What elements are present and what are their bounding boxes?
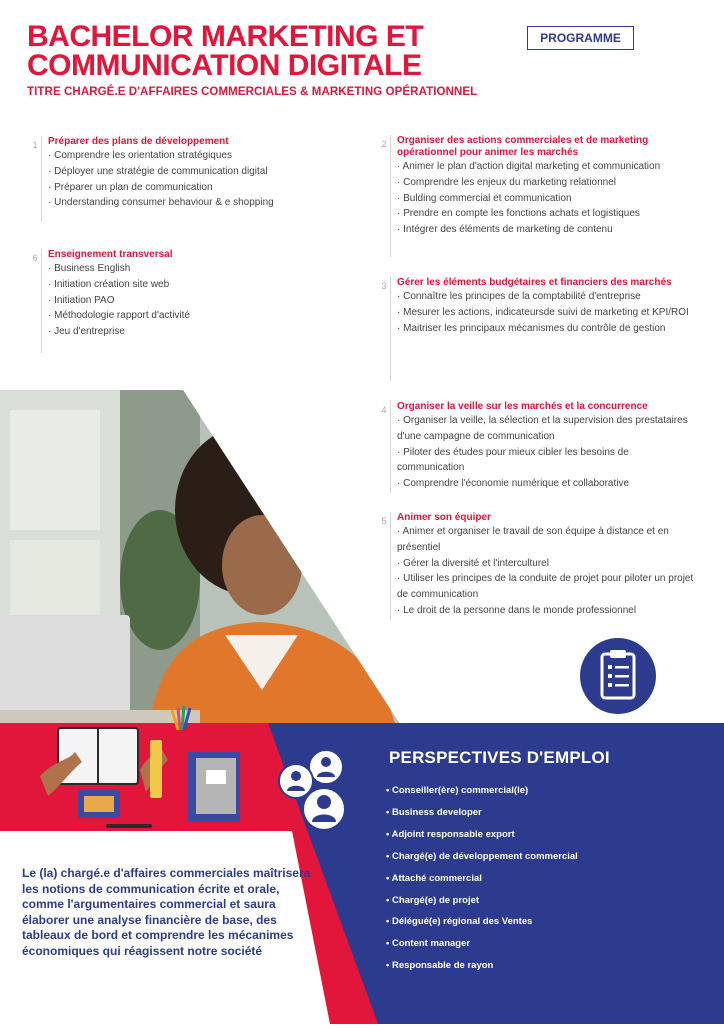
module-number: 2 xyxy=(381,139,387,149)
job-item: • Chargé(e) de développement commercial xyxy=(386,850,578,862)
module-item: · Préparer un plan de communication xyxy=(48,181,213,193)
module-5 xyxy=(377,512,697,620)
module-title: Organiser la veille sur les marchés et la concurrence xyxy=(397,401,648,412)
module-item: · Comprendre les orientation stratégiques xyxy=(48,150,232,161)
module-number: 1 xyxy=(32,140,38,150)
page-subtitle: TITRE CHARGÉ.E D'AFFAIRES COMMERCIALES & MARKETING OPÉRATIONNEL xyxy=(27,86,478,98)
module-item: · Maitriser les principaux mécanismes du contrôle de gestion xyxy=(397,322,666,334)
module-6 xyxy=(28,249,348,353)
clipboard-checklist-icon xyxy=(580,638,656,714)
module-divider xyxy=(390,277,391,381)
page-title xyxy=(27,22,423,80)
module-divider xyxy=(41,136,42,222)
module-item: · Déployer une stratégie de communication digital xyxy=(48,165,268,177)
module-item: · Business English xyxy=(48,263,131,274)
module-item: · Understanding consumer behaviour & e shopping xyxy=(48,197,274,209)
module-item: · Piloter des études pour mieux cibler les besoins de communication xyxy=(397,446,629,474)
title-line-1: BACHELOR MARKETING ET xyxy=(27,20,424,53)
programme-badge: PROGRAMME xyxy=(527,26,634,50)
title-line-2: COMMUNICATION DIGITALE xyxy=(27,49,422,82)
module-item: · Utiliser les principes de la conduite de projet pour piloter un projet de communication xyxy=(397,573,694,601)
program-summary: Le (la) chargé.e d'affaires commerciales maîtrisera les notions de communication écrite et orale, comme l'argumentaires commercial et saura élaborer une analyse financière de base, des tableaux de bord et comprendre les mécanimes économiques qui réagissent notre société xyxy=(22,866,311,958)
module-1 xyxy=(28,136,348,222)
module-title: Enseignement transversal xyxy=(48,249,173,260)
module-number: 6 xyxy=(32,253,38,263)
student-laptop-photo xyxy=(0,390,400,724)
module-title: Préparer des plans de développement xyxy=(48,136,229,147)
perspectives-title: PERSPECTIVES D'EMPLOI xyxy=(389,748,610,767)
module-number: 4 xyxy=(381,405,387,415)
job-item: • Content manager xyxy=(386,938,471,950)
module-number: 5 xyxy=(381,516,387,526)
job-list xyxy=(386,780,578,977)
module-divider xyxy=(41,249,42,353)
job-item: • Adjoint responsable export xyxy=(386,828,515,840)
module-title: Organiser des actions commerciales et de marketing opérationnel pour animer les marchés xyxy=(397,135,649,158)
job-item: • Business developer xyxy=(386,806,482,818)
module-item: · Méthodologie rapport d'activité xyxy=(48,310,190,322)
desk-notebook-illustration xyxy=(30,700,260,835)
module-2 xyxy=(377,135,697,257)
module-item: · Organiser la veille, la sélection et la supervision des prestataires d'une campagne de communication xyxy=(397,415,688,442)
module-title: Animer son équiper xyxy=(397,512,491,523)
module-divider xyxy=(390,135,391,257)
module-item: · Intégrer des éléments de marketing de contenu xyxy=(397,224,613,236)
module-item: · Mesurer les actions, indicateursde suivi de marketing et KPI/ROI xyxy=(397,306,689,318)
module-item: · Connaître les principes de la comptabilité d'entreprise xyxy=(397,291,641,302)
module-number: 3 xyxy=(381,281,387,291)
module-item: · Prendre en compte les fonctions achats et logistiques xyxy=(397,208,640,220)
module-title: Gérer les éléments budgétaires et financiers des marchés xyxy=(397,277,672,288)
module-item: · Jeu d'entreprise xyxy=(48,326,125,338)
job-item: • Responsable de rayon xyxy=(386,960,494,972)
module-item: · Gérer la diversité et l'interculturel xyxy=(397,557,549,569)
job-item: • Délégué(e) régional des Ventes xyxy=(386,916,533,928)
module-item: · Initiation PAO xyxy=(48,294,115,306)
module-item: · Bulding commercial et communication xyxy=(397,192,572,204)
job-item: • Chargé(e) de projet xyxy=(386,894,480,906)
module-item: · Comprendre les enjeux du marketing relationnel xyxy=(397,176,617,188)
module-item: · Le droit de la personne dans le monde professionnel xyxy=(397,604,637,616)
photo-illustration xyxy=(0,390,400,724)
module-item: · Initiation création site web xyxy=(48,278,170,290)
module-item: · Comprendre l'économie numérique et collaborative xyxy=(397,478,630,490)
module-3 xyxy=(377,277,697,381)
job-item: • Attaché commercial xyxy=(386,872,482,884)
module-item: · Animer et organiser le travail de son équipe à distance et en présentiel xyxy=(397,526,669,553)
team-network-icon xyxy=(276,745,366,835)
module-4 xyxy=(377,401,697,493)
job-item: • Conseiller(ère) commercial(le) xyxy=(386,785,529,796)
module-item: · Animer le plan d'action digital marketing et communication xyxy=(397,161,661,172)
